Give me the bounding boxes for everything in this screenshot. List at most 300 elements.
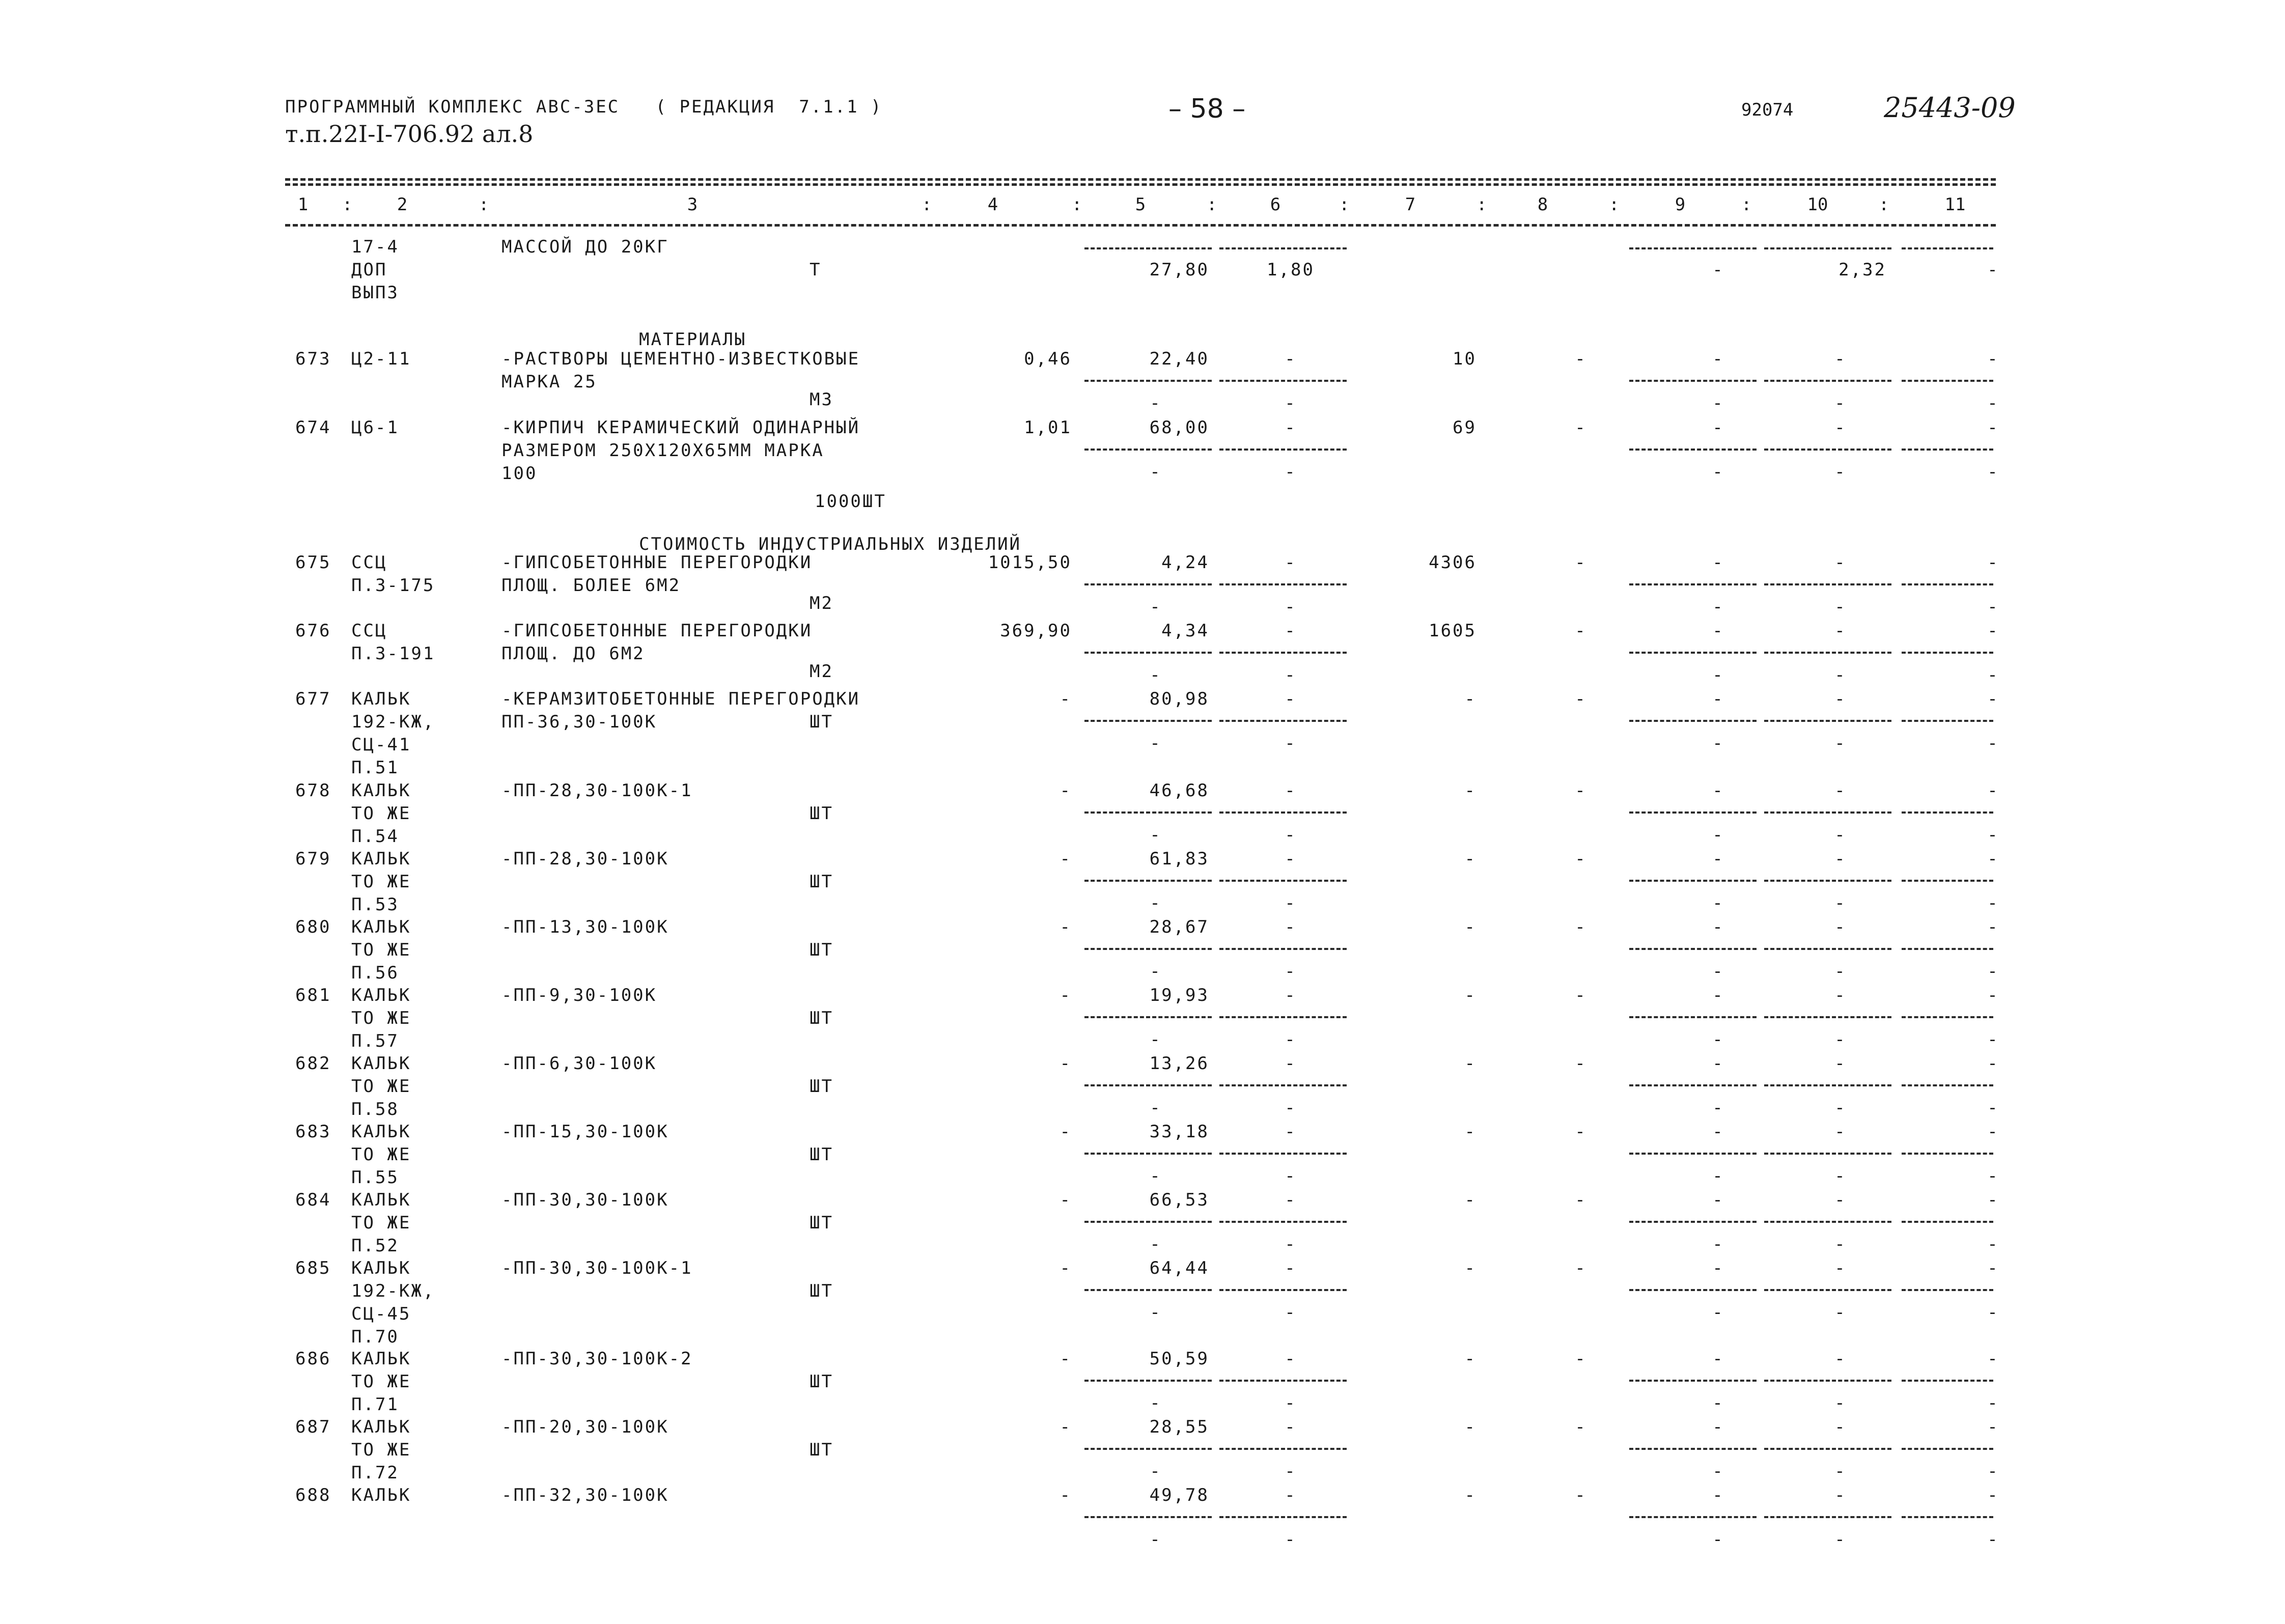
dashed-separator: [1629, 1016, 1757, 1018]
row-sub-dash: -: [1987, 1461, 1999, 1481]
row-sub-dash: -: [1834, 1098, 1847, 1118]
row-col6: -: [1285, 917, 1297, 937]
row-col7: 1605: [1429, 621, 1476, 641]
row-col6: -: [1285, 689, 1297, 709]
row-col10: -: [1834, 1349, 1847, 1369]
row-number: 683: [295, 1122, 331, 1142]
row-code: ТО ЖЕ: [351, 1008, 411, 1028]
column-header-10: 10: [1807, 194, 1828, 215]
row-code: КАЛЬК: [351, 917, 411, 937]
row-sub-dash: -: [1987, 665, 1999, 685]
row-code: П.72: [351, 1463, 399, 1483]
row-sub-dash: -: [1712, 1302, 1724, 1323]
row-price: 80,98: [1149, 689, 1209, 709]
row-number: 678: [295, 780, 331, 801]
dashed-separator: [1764, 1380, 1891, 1382]
row-quantity: 0,46: [1024, 349, 1072, 369]
row-number: 673: [295, 349, 331, 369]
row-col8: -: [1575, 417, 1587, 438]
row-col11: -: [1987, 780, 1999, 801]
dashed-separator: [1902, 1289, 1993, 1291]
row-sub-dash: -: [1285, 393, 1297, 413]
row-col9: -: [1712, 780, 1724, 801]
row-price: 33,18: [1149, 1122, 1209, 1142]
row-sub-dash: -: [1712, 1234, 1724, 1254]
row-number: 685: [295, 1258, 331, 1278]
row-col7: 10: [1453, 349, 1476, 369]
row-code: П.71: [351, 1394, 399, 1415]
row-col8: -: [1575, 849, 1587, 869]
row-price: 28,67: [1149, 917, 1209, 937]
row-sub-dash: -: [1150, 1029, 1162, 1050]
row-col7: -: [1464, 1053, 1476, 1074]
row-col7: -: [1464, 689, 1476, 709]
row-sub-dash: -: [1987, 1302, 1999, 1323]
row-price: 28,55: [1149, 1417, 1209, 1437]
row-code: КАЛЬК: [351, 985, 411, 1005]
row-price: 19,93: [1149, 985, 1209, 1005]
row-col7: -: [1464, 985, 1476, 1005]
row-col9: -: [1712, 1122, 1724, 1142]
row-unit: М3: [810, 389, 833, 410]
row-col6: -: [1285, 1485, 1297, 1505]
row-name: -ПП-28,30-100К-1: [501, 780, 693, 801]
dashed-separator: [1764, 1289, 1891, 1291]
row-sub-dash: -: [1150, 961, 1162, 982]
row-quantity: -: [1060, 849, 1072, 869]
row-col8: -: [1575, 1122, 1587, 1142]
row-col7: -: [1464, 1417, 1476, 1437]
document-code: 92074: [1741, 100, 1794, 120]
row-sub-dash: -: [1712, 1029, 1724, 1050]
row-col11: -: [1987, 417, 1999, 438]
row-sub-dash: -: [1712, 1461, 1724, 1481]
row-col8: -: [1575, 917, 1587, 937]
row-sub-dash: -: [1712, 1393, 1724, 1413]
row-name: -КИРПИЧ КЕРАМИЧЕСКИЙ ОДИНАРНЫЙ: [501, 417, 860, 438]
dashed-separator: [1629, 1084, 1757, 1086]
row-price: 68,00: [1149, 417, 1209, 438]
row-col8: -: [1575, 349, 1587, 369]
row-number: 677: [295, 689, 331, 709]
dashed-separator: [1629, 1448, 1757, 1450]
dashed-separator: [1764, 811, 1891, 814]
row-sub-dash: -: [1712, 733, 1724, 753]
row-code: ССЦ: [351, 621, 387, 641]
row-sub-dash: -: [1712, 393, 1724, 413]
row-unit: ШТ: [810, 712, 833, 732]
program-title: ПРОГРАММНЫЙ КОМПЛЕКС АВС-ЗЕС ( РЕДАКЦИЯ 7.1.1 ): [285, 97, 883, 117]
column-header-5: 5: [1135, 194, 1146, 215]
row-sub-dash: -: [1150, 825, 1162, 845]
dashed-separator: [1219, 1084, 1347, 1086]
row-sub-dash: -: [1150, 1166, 1162, 1186]
dashed-separator: [1084, 449, 1212, 451]
row-col7: 69: [1453, 417, 1476, 438]
dashed-separator: [1629, 449, 1757, 451]
row-col9: -: [1712, 1349, 1724, 1369]
row-col6: -: [1285, 1417, 1297, 1437]
row-code: ТО ЖЕ: [351, 1076, 411, 1097]
row-sub-dash: -: [1712, 1166, 1724, 1186]
dashed-separator: [1902, 652, 1993, 654]
row-name: -ПП-9,30-100К: [501, 985, 657, 1005]
row-code: ТО ЖЕ: [351, 803, 411, 824]
row-price: 61,83: [1149, 849, 1209, 869]
dashed-separator: [1629, 1221, 1757, 1223]
dashed-separator: [1902, 948, 1993, 950]
column-header-11: 11: [1944, 194, 1966, 215]
column-separator: :: [1476, 194, 1487, 215]
row-col10: -: [1834, 1053, 1847, 1074]
dashed-separator: [1902, 1448, 1993, 1450]
row-sub-dash: -: [1987, 1393, 1999, 1413]
dashed-separator: [1629, 247, 1757, 249]
row-col10: -: [1834, 1190, 1847, 1210]
row-code: П.55: [351, 1167, 399, 1188]
row-sub-dash: -: [1834, 665, 1847, 685]
row-code: КАЛЬК: [351, 1485, 411, 1505]
row-col9: -: [1712, 417, 1724, 438]
row-unit: ШТ: [810, 1076, 833, 1097]
dashed-separator: [1902, 811, 1993, 814]
row-col9: -: [1712, 552, 1724, 573]
row-sub-dash: -: [1834, 1166, 1847, 1186]
row-sub-dash: -: [1285, 893, 1297, 913]
row-col7: -: [1464, 917, 1476, 937]
dashed-separator: [1084, 583, 1212, 585]
dashed-separator: [1629, 948, 1757, 950]
column-header-6: 6: [1270, 194, 1281, 215]
row-col9: -: [1712, 1417, 1724, 1437]
row-sub-dash: -: [1285, 1166, 1297, 1186]
row-col11: -: [1987, 1258, 1999, 1278]
row-col11: -: [1987, 1417, 1999, 1437]
row-unit: ШТ: [810, 1281, 833, 1301]
row-code: КАЛЬК: [351, 780, 411, 801]
row-col8: -: [1575, 1417, 1587, 1437]
row-col11: -: [1987, 1349, 1999, 1369]
row-code: П.56: [351, 963, 399, 983]
row-sub-dash: -: [1987, 1029, 1999, 1050]
row-unit: ШТ: [810, 1213, 833, 1233]
row-name: -ПП-15,30-100К: [501, 1122, 669, 1142]
row-col6: -: [1285, 552, 1297, 573]
row-quantity: -: [1060, 689, 1072, 709]
dashed-separator: [1084, 380, 1212, 382]
row-quantity: -: [1060, 780, 1072, 801]
row-name: -КЕРАМЗИТОБЕТОННЫЕ ПЕРЕГОРОДКИ: [501, 689, 860, 709]
row-sub-dash: -: [1712, 597, 1724, 617]
row-number: 682: [295, 1053, 331, 1074]
row-code: КАЛЬК: [351, 849, 411, 869]
row-col10: 2,32: [1838, 260, 1886, 280]
row-quantity: -: [1060, 1417, 1072, 1437]
row-sub-dash: -: [1285, 1461, 1297, 1481]
row-code: КАЛЬК: [351, 1349, 411, 1369]
dashed-separator: [1084, 1289, 1212, 1291]
dashed-separator: [1219, 1153, 1347, 1155]
row-col7: -: [1464, 1258, 1476, 1278]
row-sub-dash: -: [1834, 1461, 1847, 1481]
row-name: -ПП-30,30-100К-1: [501, 1258, 693, 1278]
row-name: -ПП-6,30-100К: [501, 1053, 657, 1074]
row-col8: -: [1575, 621, 1587, 641]
row-unit: М2: [810, 661, 833, 682]
dashed-separator: [1084, 1221, 1212, 1223]
handwritten-number: 25443-09: [1884, 92, 2016, 124]
row-col10: -: [1834, 417, 1847, 438]
dashed-separator: [1084, 1448, 1212, 1450]
row-sub-dash: -: [1712, 825, 1724, 845]
row-name: 100: [501, 463, 538, 484]
dashed-separator: [1084, 1380, 1212, 1382]
row-sub-dash: -: [1150, 1098, 1162, 1118]
row-quantity: 1015,50: [988, 552, 1072, 573]
dashed-separator: [1084, 652, 1212, 654]
dashed-separator: [1902, 1221, 1993, 1223]
row-code: КАЛЬК: [351, 1417, 411, 1437]
row-code: КАЛЬК: [351, 1122, 411, 1142]
row-col6: -: [1285, 1190, 1297, 1210]
row-col9: -: [1712, 985, 1724, 1005]
row-price: 49,78: [1149, 1485, 1209, 1505]
dashed-separator: [1084, 1516, 1212, 1518]
dashed-separator: [1902, 1380, 1993, 1382]
dashed-separator: [1219, 1221, 1347, 1223]
row-col11: -: [1987, 621, 1999, 641]
row-col9: -: [1712, 621, 1724, 641]
dashed-separator: [1629, 1289, 1757, 1291]
page-number: – 58 –: [1168, 94, 1246, 124]
dashed-separator: [1219, 1289, 1347, 1291]
row-sub-dash: -: [1285, 462, 1297, 482]
row-code: ТО ЖЕ: [351, 1371, 411, 1392]
column-separator: :: [1741, 194, 1752, 215]
row-col8: -: [1575, 1349, 1587, 1369]
row-col8: -: [1575, 985, 1587, 1005]
row-quantity: -: [1060, 1122, 1072, 1142]
row-col7: -: [1464, 1190, 1476, 1210]
dashed-separator: [1084, 880, 1212, 882]
row-col8: -: [1575, 1190, 1587, 1210]
row-col8: -: [1575, 689, 1587, 709]
dashed-separator: [1219, 720, 1347, 722]
column-header-8: 8: [1537, 194, 1548, 215]
dashed-separator: [1219, 948, 1347, 950]
row-col7: -: [1464, 1349, 1476, 1369]
row-sub-dash: -: [1834, 1302, 1847, 1323]
row-sub-dash: -: [1150, 462, 1162, 482]
row-col8: -: [1575, 1485, 1587, 1505]
row-col11: -: [1987, 917, 1999, 937]
row-number: 680: [295, 917, 331, 937]
row-unit: ШТ: [810, 1144, 833, 1165]
row-code: 17-4: [351, 237, 399, 257]
row-name: МАРКА 25: [501, 372, 597, 392]
row-sub-dash: -: [1150, 1302, 1162, 1323]
row-sub-dash: -: [1712, 961, 1724, 982]
row-number: 687: [295, 1417, 331, 1437]
row-number: 681: [295, 985, 331, 1005]
dashed-separator: [1764, 247, 1891, 249]
row-name: -ПП-30,30-100К-2: [501, 1349, 693, 1369]
row-name: ПП-36,30-100К: [501, 712, 657, 732]
row-col11: -: [1987, 689, 1999, 709]
row-sub-dash: -: [1150, 1461, 1162, 1481]
row-price: 4,34: [1161, 621, 1209, 641]
row-price: 46,68: [1149, 780, 1209, 801]
dashed-separator: [1764, 1153, 1891, 1155]
row-sub-dash: -: [1987, 961, 1999, 982]
row-sub-dash: -: [1834, 825, 1847, 845]
row-name: -ПП-32,30-100К: [501, 1485, 669, 1505]
row-code: П.52: [351, 1236, 399, 1256]
row-unit: ШТ: [810, 803, 833, 824]
row-code: ДОП: [351, 260, 387, 280]
dashed-separator: [1902, 880, 1993, 882]
section-heading: МАТЕРИАЛЫ: [639, 329, 747, 350]
row-code: П.51: [351, 758, 399, 778]
row-col10: -: [1834, 689, 1847, 709]
row-col11: -: [1987, 552, 1999, 573]
row-col11: -: [1987, 1122, 1999, 1142]
row-sub-dash: -: [1834, 961, 1847, 982]
row-sub-dash: -: [1285, 1393, 1297, 1413]
row-number: 686: [295, 1349, 331, 1369]
row-unit: ШТ: [810, 1440, 833, 1460]
dashed-separator: [1629, 880, 1757, 882]
row-col9: -: [1712, 689, 1724, 709]
dashed-separator: [1219, 1016, 1347, 1018]
row-code: Ц6-1: [351, 417, 399, 438]
dashed-separator: [1084, 720, 1212, 722]
dashed-separator: [1219, 1380, 1347, 1382]
row-quantity: -: [1060, 1349, 1072, 1369]
column-separator: :: [479, 194, 489, 215]
row-sub-dash: -: [1150, 893, 1162, 913]
row-quantity: -: [1060, 1258, 1072, 1278]
row-sub-dash: -: [1285, 1029, 1297, 1050]
row-col10: -: [1834, 1258, 1847, 1278]
dashed-separator: [1764, 1221, 1891, 1223]
dashed-separator: [1084, 948, 1212, 950]
dashed-separator: [1219, 880, 1347, 882]
row-sub-dash: -: [1834, 462, 1847, 482]
dashed-separator: [1902, 380, 1993, 382]
row-sub-dash: -: [1987, 733, 1999, 753]
dashed-separator: [1629, 811, 1757, 814]
row-col11: -: [1987, 985, 1999, 1005]
row-name: ПЛОЩ. БОЛЕЕ 6М2: [501, 575, 681, 596]
row-sub-dash: -: [1834, 733, 1847, 753]
row-sub-dash: -: [1987, 825, 1999, 845]
row-name: -РАСТВОРЫ ЦЕМЕНТНО-ИЗВЕСТКОВЫЕ: [501, 349, 860, 369]
row-code: 192-КЖ,: [351, 1281, 435, 1301]
row-unit: ШТ: [810, 940, 833, 960]
row-col7: 4306: [1429, 552, 1476, 573]
section-heading: СТОИМОСТЬ ИНДУСТРИАЛЬНЫХ ИЗДЕЛИЙ: [639, 534, 1022, 554]
row-code: ТО ЖЕ: [351, 1213, 411, 1233]
row-code: ВЫП3: [351, 283, 399, 303]
row-sub-dash: -: [1987, 893, 1999, 913]
project-reference: т.п.22I-I-706.92 ал.8: [285, 120, 534, 148]
row-unit: М2: [810, 593, 833, 613]
row-col7: -: [1464, 1122, 1476, 1142]
dashed-separator: [1629, 380, 1757, 382]
row-number: 679: [295, 849, 331, 869]
row-col10: -: [1834, 552, 1847, 573]
row-code: П.57: [351, 1031, 399, 1051]
row-col6: -: [1285, 1122, 1297, 1142]
row-col6: -: [1285, 1258, 1297, 1278]
row-col6: -: [1285, 1349, 1297, 1369]
dashed-separator: [1764, 1448, 1891, 1450]
row-quantity: -: [1060, 1485, 1072, 1505]
row-col6: -: [1285, 417, 1297, 438]
row-name: РАЗМЕРОМ 250Х120Х65ММ МАРКА: [501, 440, 824, 461]
column-separator: :: [1609, 194, 1620, 215]
row-code: П.70: [351, 1327, 399, 1347]
row-sub-dash: -: [1150, 393, 1162, 413]
row-col9: -: [1712, 849, 1724, 869]
row-sub-dash: -: [1150, 1529, 1162, 1550]
dashed-separator: [1629, 1380, 1757, 1382]
row-col10: -: [1834, 1122, 1847, 1142]
dashed-separator: [1629, 1516, 1757, 1518]
row-name: -ПП-28,30-100К: [501, 849, 669, 869]
row-sub-dash: -: [1285, 1529, 1297, 1550]
row-code: ТО ЖЕ: [351, 872, 411, 892]
dashed-separator: [1902, 1016, 1993, 1018]
row-code: ТО ЖЕ: [351, 1144, 411, 1165]
row-sub-dash: -: [1712, 1529, 1724, 1550]
row-col6: -: [1285, 621, 1297, 641]
row-sub-dash: -: [1834, 1234, 1847, 1254]
row-code: ТО ЖЕ: [351, 940, 411, 960]
row-quantity: -: [1060, 917, 1072, 937]
row-col6: -: [1285, 349, 1297, 369]
dashed-separator: [1084, 247, 1212, 249]
row-col9: -: [1712, 1053, 1724, 1074]
row-sub-dash: -: [1987, 1098, 1999, 1118]
row-col8: -: [1575, 780, 1587, 801]
row-name: -ГИПСОБЕТОННЫЕ ПЕРЕГОРОДКИ: [501, 552, 813, 573]
dashed-separator: [1629, 583, 1757, 585]
row-price: 4,24: [1161, 552, 1209, 573]
row-quantity: -: [1060, 1053, 1072, 1074]
row-quantity: 369,90: [1000, 621, 1072, 641]
row-code: СЦ-41: [351, 735, 411, 755]
row-name: -ПП-13,30-100К: [501, 917, 669, 937]
column-header-9: 9: [1675, 194, 1686, 215]
row-name: ПЛОЩ. ДО 6М2: [501, 643, 645, 664]
row-sub-dash: -: [1285, 1098, 1297, 1118]
row-col9: -: [1712, 1190, 1724, 1210]
row-sub-dash: -: [1712, 665, 1724, 685]
row-col6: 1,80: [1267, 260, 1315, 280]
row-code: Ц2-11: [351, 349, 411, 369]
column-separator: :: [342, 194, 353, 215]
row-code: П.54: [351, 826, 399, 847]
row-col9: -: [1712, 917, 1724, 937]
row-sub-dash: -: [1712, 893, 1724, 913]
row-col11: -: [1987, 849, 1999, 869]
top-rule-2: [285, 183, 1996, 186]
column-separator: :: [1339, 194, 1350, 215]
dashed-separator: [1219, 811, 1347, 814]
row-col7: -: [1464, 849, 1476, 869]
